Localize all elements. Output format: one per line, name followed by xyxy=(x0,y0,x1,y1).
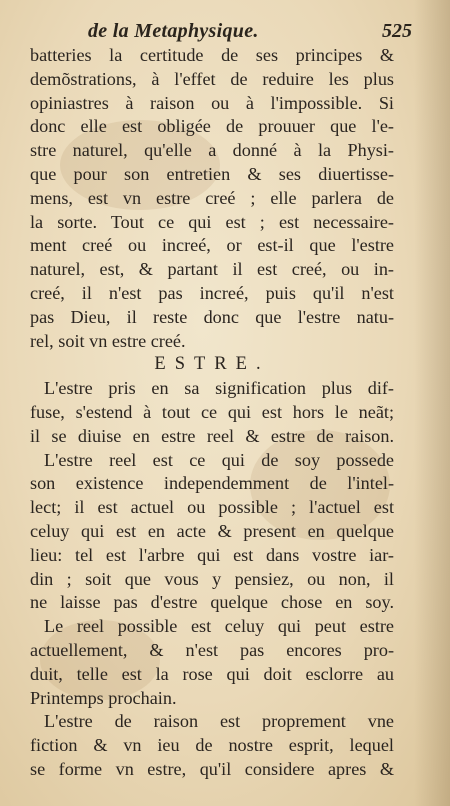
text-line: rel, soit vn estre creé. xyxy=(30,330,186,351)
text-line: naturel, est, & partant il est creé, ou in- xyxy=(30,259,394,280)
body-text xyxy=(30,44,394,782)
text-line: batteries la certitude de ses principes & xyxy=(30,45,394,65)
text-line: la sorte. Tout ce qui est ; est necessaire- xyxy=(30,211,394,232)
text-line: opiniastres à raison ou à l'impossible. Si xyxy=(30,92,394,113)
text-line: ne laisse pas d'estre quelque chose en soy. xyxy=(30,592,394,613)
text-line: lect; il est actuel ou possible ; l'actuel est xyxy=(30,497,394,518)
text-line: ment creé ou increé, or est-il que l'estre xyxy=(30,235,394,256)
text-line: fuse, s'estend à tout ce qui est hors le neãt; xyxy=(30,401,394,422)
text-line: demõstrations, à l'effet de reduire les plus xyxy=(30,68,394,89)
text-line: actuellement, & n'est pas encores pro- xyxy=(30,639,394,660)
text-line: din ; soit que vous y pensiez, ou non, il xyxy=(30,568,394,589)
text-line: que pour son entretien & ses diuertisse- xyxy=(30,163,394,184)
text-line: fiction & vn ieu de nostre esprit, lequel xyxy=(30,735,394,756)
text-line: celuy qui est en acte & present en quelque xyxy=(30,520,394,541)
text-line: mens, est vn estre creé ; elle parlera de xyxy=(30,187,394,208)
text-line: Le reel possible est celuy qui peut estre xyxy=(44,616,394,637)
text-line: se forme vn estre, qu'il considere apres & xyxy=(30,758,394,779)
running-title: de la Metaphysique. xyxy=(88,20,259,42)
text-line: stre naturel, qu'elle a donné à la Physi- xyxy=(30,140,394,161)
section-heading: ESTRE. xyxy=(154,354,270,375)
text-line: son existence independemment de l'intel- xyxy=(30,473,394,494)
text-line: L'estre pris en sa signification plus dif- xyxy=(44,378,394,399)
text-line: lieu: tel est l'arbre qui est dans vostre iar- xyxy=(30,544,394,565)
page-edge-shadow xyxy=(414,0,450,806)
text-line: il se diuise en estre reel & estre de raison. xyxy=(30,425,394,446)
text-line: donc elle est obligée de prouuer que l'e- xyxy=(30,116,394,137)
page-number: 525 xyxy=(382,20,412,42)
text-line: Printemps prochain. xyxy=(30,687,177,708)
text-line: L'estre reel est ce qui de soy possede xyxy=(44,449,394,470)
text-line: pas Dieu, il reste donc que l'estre natu- xyxy=(30,306,394,327)
text-line: creé, il n'est pas increé, puis qu'il n'est xyxy=(30,282,394,303)
text-line: L'estre de raison est proprement vne xyxy=(44,711,394,732)
text-line: duit, telle est la rose qui doit esclorre au xyxy=(30,663,394,684)
